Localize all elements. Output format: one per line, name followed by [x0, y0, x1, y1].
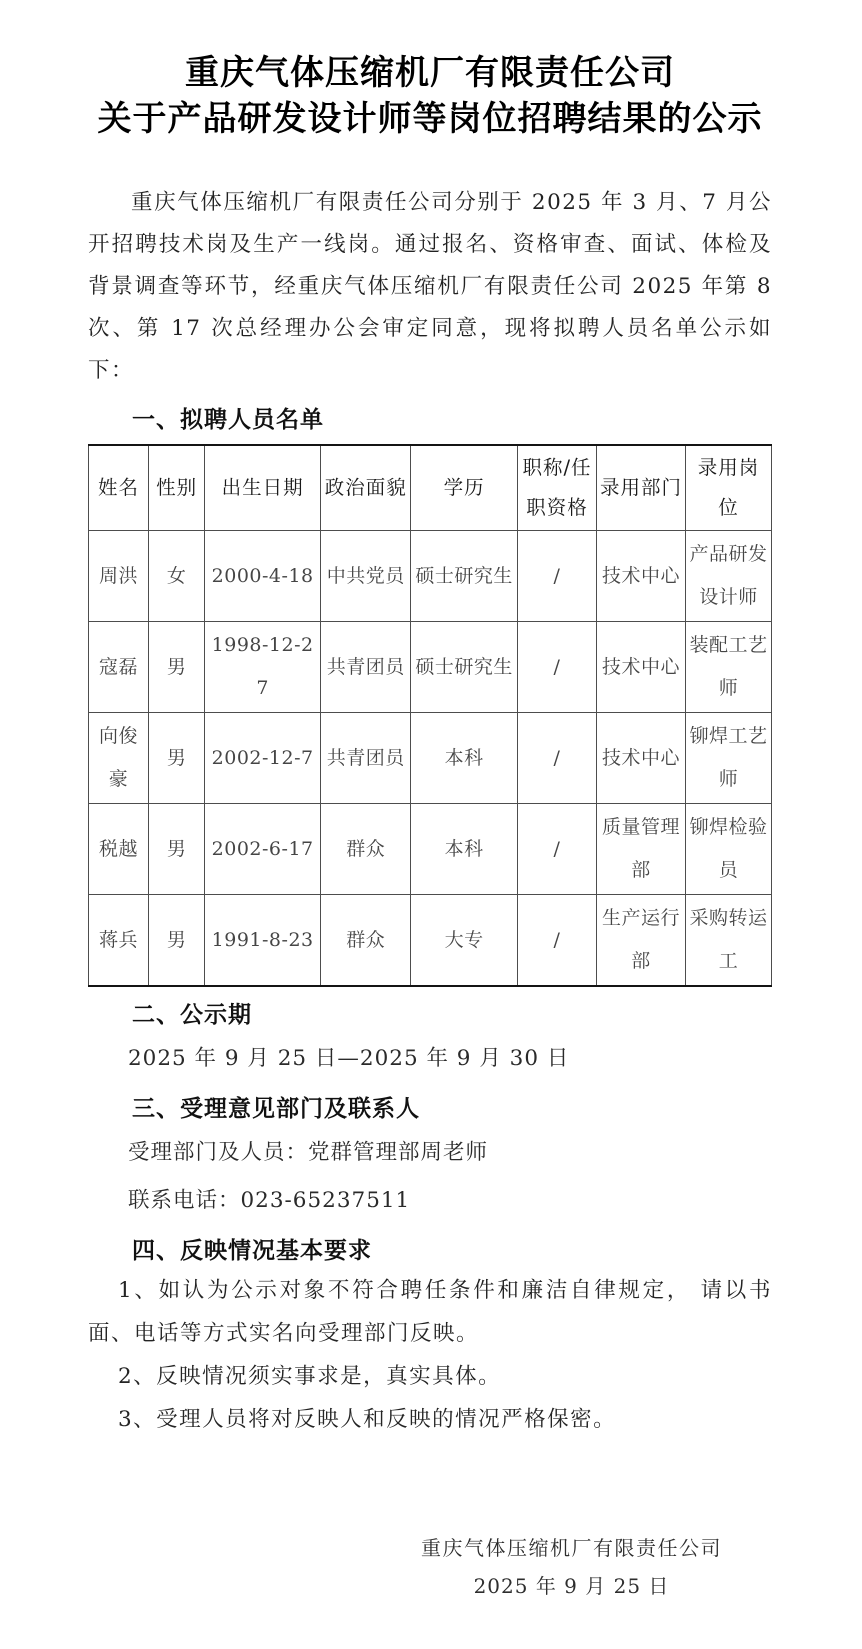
publicity-period-text: 2025 年 9 月 25 日—2025 年 9 月 30 日	[128, 1046, 570, 1071]
column-header-name: 姓名	[89, 445, 149, 531]
table-cell-education: 本科	[411, 713, 518, 804]
table-header-row	[89, 445, 772, 531]
table-cell-political-status: 共青团员	[321, 622, 411, 713]
table-cell-political-status: 中共党员	[321, 531, 411, 622]
column-header-political-status: 政治面貌	[321, 445, 411, 531]
table-cell-name: 寇磊	[89, 622, 149, 713]
table-cell-position: 产品研发设计师	[685, 531, 771, 622]
table-row	[89, 622, 772, 713]
table-cell-department: 质量管理部	[597, 804, 686, 895]
table-cell-department: 技术中心	[597, 622, 686, 713]
table-cell-political-status: 群众	[321, 895, 411, 987]
requirement-item-3: 3、受理人员将对反映人和反映的情况严格保密。	[118, 1407, 617, 1432]
requirement-item-1: 1、如认为公示对象不符合聘任条件和廉洁自律规定， 请以书面、电话等方式实名向受理部门反映。	[88, 1278, 772, 1346]
section-heading-contact: 三、受理意见部门及联系人	[132, 1096, 420, 1122]
document-title	[88, 50, 772, 142]
signature-inner	[421, 1533, 722, 1609]
table-cell-gender: 女	[149, 531, 205, 622]
section-heading-hire-list: 一、拟聘人员名单	[132, 407, 324, 433]
table-cell-position: 装配工艺师	[685, 622, 771, 713]
table-cell-department: 技术中心	[597, 713, 686, 804]
column-header-birthdate: 出生日期	[205, 445, 321, 531]
section-heading-publicity-period: 二、公示期	[132, 1002, 252, 1028]
table-cell-name: 向俊豪	[89, 713, 149, 804]
table-cell-qualification: /	[517, 622, 596, 713]
table-row	[89, 531, 772, 622]
table-cell-position: 铆焊检验员	[685, 804, 771, 895]
table-cell-qualification: /	[517, 895, 596, 987]
table-cell-name: 蒋兵	[89, 895, 149, 987]
table-cell-department: 技术中心	[597, 531, 686, 622]
table-cell-position: 采购转运工	[685, 895, 771, 987]
column-header-department: 录用部门	[597, 445, 686, 531]
hire-table	[88, 444, 772, 987]
table-cell-education: 硕士研究生	[411, 531, 518, 622]
column-header-gender: 性别	[149, 445, 205, 531]
table-cell-gender: 男	[149, 713, 205, 804]
requirement-item-2: 2、反映情况须实事求是，真实具体。	[118, 1364, 502, 1389]
table-cell-birthdate: 2002-6-17	[205, 804, 321, 895]
contact-department-line: 受理部门及人员：党群管理部周老师	[128, 1140, 489, 1165]
column-header-position: 录用岗位	[685, 445, 771, 531]
table-cell-birthdate: 1998-12-27	[205, 622, 321, 713]
table-cell-education: 大专	[411, 895, 518, 987]
table-cell-birthdate: 1991-8-23	[205, 895, 321, 987]
table-cell-political-status: 共青团员	[321, 713, 411, 804]
title-line-2: 关于产品研发设计师等岗位招聘结果的公示	[97, 99, 763, 139]
signature-company: 重庆气体压缩机厂有限责任公司	[421, 1536, 722, 1560]
signature-date: 2025 年 9 月 25 日	[473, 1574, 670, 1598]
signature-block	[88, 1533, 772, 1609]
table-cell-name: 周洪	[89, 531, 149, 622]
intro-paragraph: 重庆气体压缩机厂有限责任公司分别于 2025 年 3 月、7 月公开招聘技术岗及生产一线岗。通过报名、资格审查、面试、体检及背景调查等环节，经重庆气体压缩机厂有限责任公司 2025 年第 8 次、第 17 次总经理办公会审定同意，现将拟聘人员名单公示如下：	[88, 190, 772, 383]
table-cell-birthdate: 2000-4-18	[205, 531, 321, 622]
column-header-education: 学历	[411, 445, 518, 531]
section-heading-requirements: 四、反映情况基本要求	[132, 1238, 372, 1264]
table-cell-birthdate: 2002-12-7	[205, 713, 321, 804]
table-row	[89, 895, 772, 987]
table-cell-gender: 男	[149, 895, 205, 987]
table-cell-qualification: /	[517, 713, 596, 804]
table-cell-qualification: /	[517, 804, 596, 895]
table-cell-gender: 男	[149, 804, 205, 895]
table-cell-department: 生产运行部	[597, 895, 686, 987]
table-cell-name: 税越	[89, 804, 149, 895]
table-cell-qualification: /	[517, 531, 596, 622]
contact-phone-line: 联系电话：023-65237511	[128, 1188, 411, 1213]
title-line-1: 重庆气体压缩机厂有限责任公司	[185, 53, 675, 93]
column-header-qualification: 职称/任职资格	[517, 445, 596, 531]
table-cell-gender: 男	[149, 622, 205, 713]
table-cell-position: 铆焊工艺师	[685, 713, 771, 804]
table-cell-education: 硕士研究生	[411, 622, 518, 713]
table-row	[89, 713, 772, 804]
table-cell-education: 本科	[411, 804, 518, 895]
table-cell-political-status: 群众	[321, 804, 411, 895]
table-row	[89, 804, 772, 895]
